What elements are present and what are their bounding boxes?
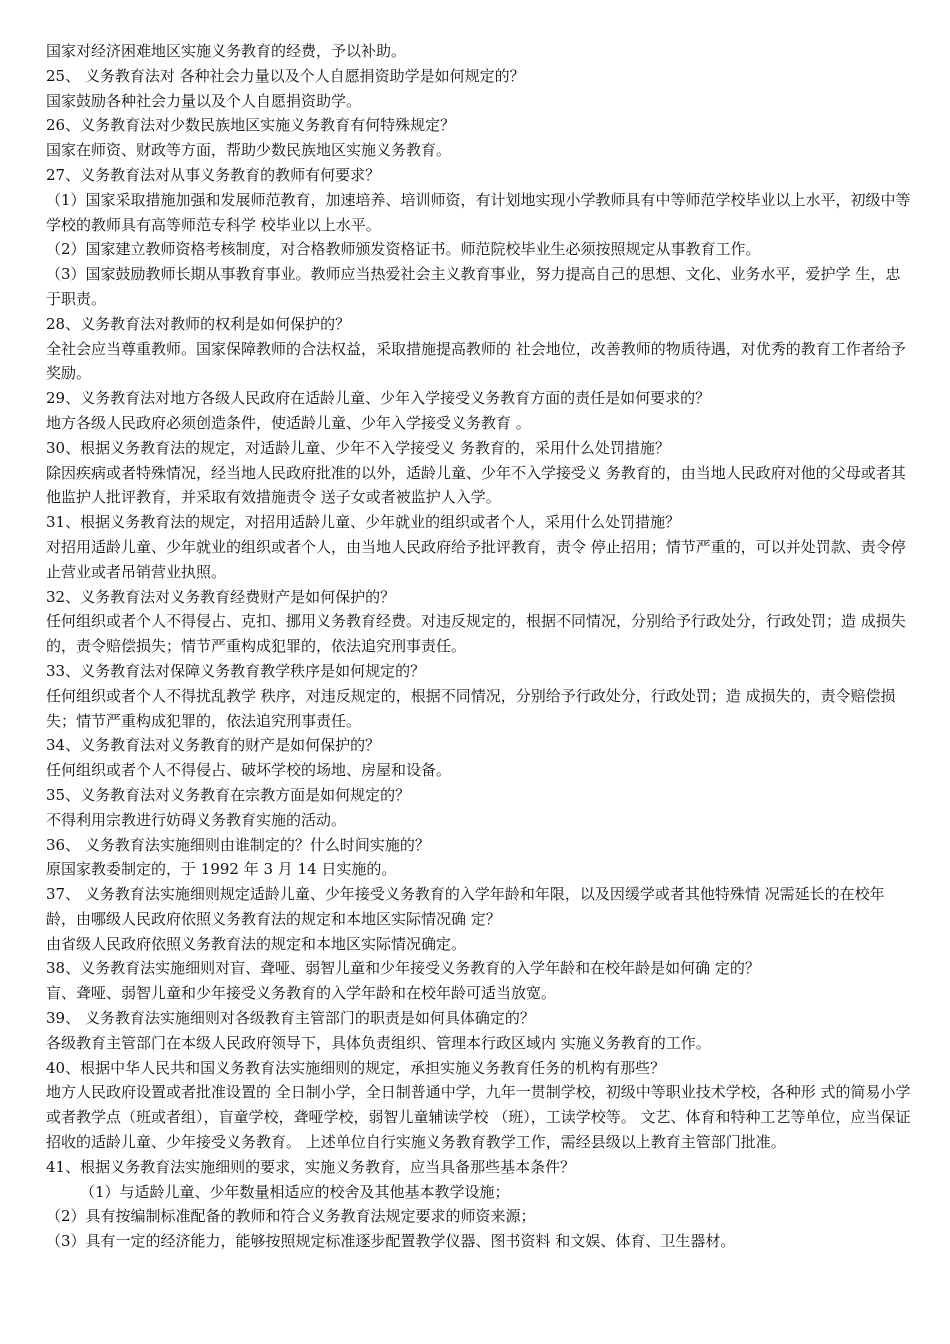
question-26: 26、义务教育法对少数民族地区实施义务教育有何特殊规定？: [46, 116, 456, 135]
question-34: 34、义务教育法对义务教育的财产是如何保护的？: [46, 736, 381, 755]
answer-25: 国家鼓励各种社会力量以及个人自愿捐资助学。: [46, 91, 362, 110]
answer-39: 各级教育主管部门在本级人民政府领导下，具体负责组织、管理本行政区域内 实施义务教育的工作。: [46, 1033, 711, 1052]
question-40: 40、根据中华人民共和国义务教育法实施细则的规定，承担实施义务教育任务的机构有那些？: [46, 1058, 666, 1077]
question-41: 41、根据义务教育法实施细则的要求，实施义务教育，应当具备那些基本条件？: [46, 1157, 576, 1176]
question-35: 35、义务教育法对义务教育在宗教方面是如何规定的？: [46, 785, 411, 804]
answer-30: 除因疾病或者特殊情况，经当地人民政府批准的以外，适龄儿童、少年不入学接受义 务教育的，由当地人民政府对他的父母或者其他监护人批评教育，并采取有效措施责令 送子女或者被监护人入学。: [46, 463, 906, 507]
answer-36: 原国家教委制定的，于 1992 年 3 月 14 日实施的。: [46, 860, 397, 879]
question-25: 25、 义务教育法对 各种社会力量以及个人自愿捐资助学是如何规定的？: [46, 66, 525, 85]
paragraph-1: 国家对经济困难地区实施义务教育的经费，予以补助。: [46, 42, 407, 60]
answer-38: 盲、聋哑、弱智儿童和少年接受义务教育的入学年龄和在校年龄可适当放宽。: [46, 984, 557, 1003]
answer-37: 由省级人民政府依照义务教育法的规定和本地区实际情况确定。: [46, 934, 467, 953]
question-33: 33、义务教育法对保障义务教育教学秩序是如何规定的？: [46, 661, 426, 680]
question-38: 38、义务教育法实施细则对盲、聋哑、弱智儿童和少年接受义务教育的入学年龄和在校年龄是如何确 定的？: [46, 959, 760, 978]
question-32: 32、义务教育法对义务教育经费财产是如何保护的？: [46, 587, 396, 606]
answer-26: 国家在师资、财政等方面，帮助少数民族地区实施义务教育。: [46, 141, 452, 160]
answer-31: 对招用适龄儿童、少年就业的组织或者个人，由当地人民政府给予批评教育，责令 停止招用；情节严重的，可以并处罚款、责令停止营业或者吊销营业执照。: [46, 537, 906, 581]
question-36: 36、 义务教育法实施细则由谁制定的？什么时间实施的？: [46, 835, 430, 854]
answer-41-item-3: （3）具有一定的经济能力，能够按照规定标准逐步配置教学仪器、图书资料 和文娱、体育、卫生器材。: [46, 1232, 736, 1251]
answer-27-item-1: （1）国家采取措施加强和发展师范教育，加速培养、培训师资，有计划地实现小学教师具有中等师范学校毕业以上水平，初级中等学校的教师具有高等师范专科学 校毕业以上水平。: [46, 190, 911, 234]
answer-35: 不得利用宗教进行妨碍义务教育实施的活动。: [46, 810, 347, 829]
question-28: 28、义务教育法对教师的权利是如何保护的？: [46, 314, 351, 333]
answer-32: 任何组织或者个人不得侵占、克扣、挪用义务教育经费。对违反规定的，根据不同情况，分别给予行政处分，行政处罚；造 成损失的，责令赔偿损失；情节严重构成犯罪的，依法追究刑事责任。: [46, 612, 906, 656]
answer-28: 全社会应当尊重教师。国家保障教师的合法权益，采取措施提高教师的 社会地位，改善教师的物质待遇，对优秀的教育工作者给予奖励。: [46, 339, 906, 383]
answer-41-item-2: （2）具有按编制标准配备的教师和符合义务教育法规定要求的师资来源；: [46, 1207, 536, 1226]
question-37: 37、 义务教育法实施细则规定适龄儿童、少年接受义务教育的入学年龄和年限，以及因缓学或者其他特殊情 况需延长的在校年龄，由哪级人民政府依照义务教育法的规定和本地区实际情况确 定？: [46, 885, 885, 928]
question-27: 27、义务教育法对从事义务教育的教师有何要求？: [46, 165, 381, 184]
answer-27-item-2: （2）国家建立教师资格考核制度，对合格教师颁发资格证书。师范院校毕业生必须按照规定从事教育工作。: [46, 240, 761, 259]
answer-41-item-1: （1）与适龄儿童、少年数量相适应的校舍及其他基本教学设施；: [80, 1182, 510, 1201]
document-body: [46, 39, 914, 1254]
question-29: 29、义务教育法对地方各级人民政府在适龄儿童、少年入学接受义务教育方面的责任是如何要求的？: [46, 389, 711, 408]
answer-33: 任何组织或者个人不得扰乱教学 秩序，对违反规定的，根据不同情况，分别给予行政处分，行政处罚；造 成损失的，责令赔偿损失；情节严重构成犯罪的，依法追究刑事责任。: [46, 686, 896, 730]
answer-29: 地方各级人民政府必须创造条件，使适龄儿童、少年入学接受义务教育 。: [46, 413, 531, 432]
question-39: 39、 义务教育法实施细则对各级教育主管部门的职责是如何具体确定的？: [46, 1009, 535, 1028]
answer-27-item-3: （3）国家鼓励教师长期从事教育事业。教师应当热爱社会主义教育事业，努力提高自己的思想、文化、业务水平，爱护学 生，忠于职责。: [46, 265, 901, 308]
answer-40: 地方人民政府设置或者批准设置的 全日制小学，全日制普通中学，九年一贯制学校，初级中等职业技术学校，各种形 式的简易小学或者教学点（班或者组），盲童学校，聋哑学校，弱智儿童辅读学校 （班），工读学校等。 文艺、体育和特种工艺等单位，应当保证招收的适龄儿童、少年接受义务教育。 上述单位自行实施义务教育教学工作，需经县级以上教育主管部门批准。: [46, 1083, 911, 1152]
question-30: 30、根据义务教育法的规定，对适龄儿童、少年不入学接受义 务教育的，采用什么处罚措施？: [46, 438, 670, 457]
answer-34: 任何组织或者个人不得侵占、破坏学校的场地、房屋和设备。: [46, 761, 452, 780]
question-31: 31、根据义务教育法的规定，对招用适龄儿童、少年就业的组织或者个人，采用什么处罚措施？: [46, 513, 681, 532]
